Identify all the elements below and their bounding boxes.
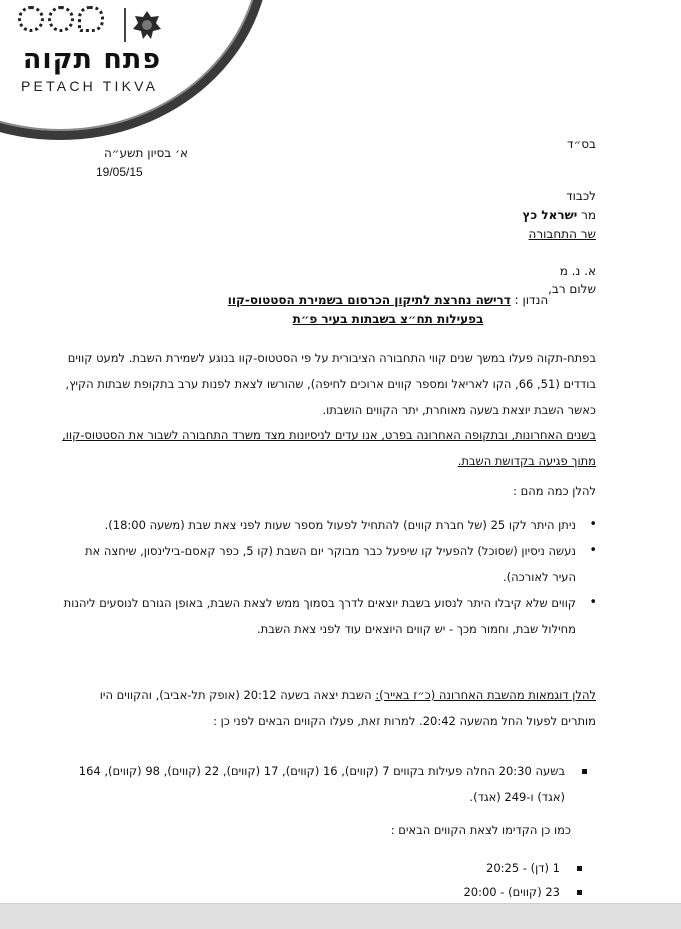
logo-dotted-letters-icon: [18, 6, 104, 32]
subject-text-2: בפעילות תח״צ בשבתות בעיר פ״ת: [292, 312, 484, 326]
list-item: 1 (דן) - 20:25: [396, 856, 596, 880]
list-intro: להלן כמה מהם :: [513, 484, 596, 498]
examples-text: השבת יצאה בשעה 20:12 (אופק תל-אביב), והקווים היו מותרים לפעול החל מהשעה 20:42. למרות זאת, פעלו הקווים הבאים לפני כן :: [99, 688, 596, 728]
hebrew-date: א׳ בסיון תשע״ה: [103, 146, 188, 160]
subject-text-1: דרישה נחרצת לתיקון הכרסום בשמירת הסטטוס-קוו: [227, 293, 511, 307]
subject-line: [180, 291, 596, 329]
paragraph-1: בפתח-תקוה פעלו במשך שנים קווי התחבורה הציבורית על פי הסטטוס-קוו בנוגע לשמירת השבת. למעט קווים בודדים (51, 66, הקו לאריאל ומספר קווים ארוכים לחיפה), שהורשו לצאת לפנות ערב בתקופת שבתות הקיץ, כאשר השבת יוצאת בשעה מאוחרת, יתר הקווים הושבתו.: [65, 351, 596, 417]
recipient-title: שר התחבורה: [528, 227, 596, 241]
gregorian-date: 19/05/15: [96, 165, 143, 179]
recipient-block: [522, 187, 596, 244]
subject-label: הנדון :: [514, 293, 549, 307]
bullet-list: [62, 512, 601, 642]
square-bullet-list: [62, 758, 601, 810]
examples-paragraph: [62, 682, 596, 734]
recipient-name-line: [522, 206, 596, 225]
recipient-prefix: מר: [581, 208, 596, 222]
list-item: 23 (קווים) - 20:00: [396, 880, 596, 903]
recipient-name: ישראל כץ: [522, 208, 578, 222]
viewer-bottom-bar: [0, 903, 681, 929]
logo-english-name: PETACH TIKVA: [21, 78, 159, 94]
logo-hebrew-name: פתח תקוה: [22, 44, 162, 75]
list-item: • קווים שלא קיבלו היתר לנסוע בשבת יוצאים לדרך בסמוך ממש לצאת השבת, באופן הגורם לנוסעים ליהנות מחילול שבת, וחמור מכך - יש קווים היוצאים עוד לפני צאת השבת.: [62, 590, 601, 642]
greeting-line-1: א. נ. מ: [559, 264, 596, 278]
early-lines-list: [396, 856, 596, 903]
recipient-salutation: לכבוד: [566, 189, 596, 203]
bsd-header: בס״ד: [566, 137, 596, 151]
list-item: • נעשה ניסיון (שסוכל) להפעיל קו שיפעל כבר מבוקר יום השבת (קו 5, כפר קאסם-בילינסון, שיחצה את העיר לאורכה).: [62, 538, 601, 590]
list-item: • ניתן היתר לקו 25 (של חברת קווים) להתחיל לפעול מספר שעות לפני צאת שבת (משעה 18:00).: [62, 512, 601, 538]
greeting-line-2: שלום רב,: [548, 282, 596, 296]
municipality-logo: [18, 6, 178, 96]
city-emblem-icon: [132, 10, 162, 40]
early-lines-intro: כמו כן הקדימו לצאת הקווים הבאים :: [390, 823, 571, 837]
paragraph-2: בשנים האחרונות, ובתקופה האחרונה בפרט, אנו עדים לניסיונות מצד משרד התחבורה לשבור את הסטטוס-קוו, מתוך פגיעה בקדושת השבת.: [62, 428, 596, 468]
logo-divider: [124, 8, 126, 42]
list-item: בשעה 20:30 החלה פעילות בקווים 7 (קווים), 16 (קווים), 17 (קווים), 22 (קווים), 98 (קווים), 164 (אגד) ו-249 (אגד).: [62, 758, 601, 810]
examples-heading: להלן דוגמאות מהשבת האחרונה (כ״ז באייר):: [375, 688, 596, 702]
